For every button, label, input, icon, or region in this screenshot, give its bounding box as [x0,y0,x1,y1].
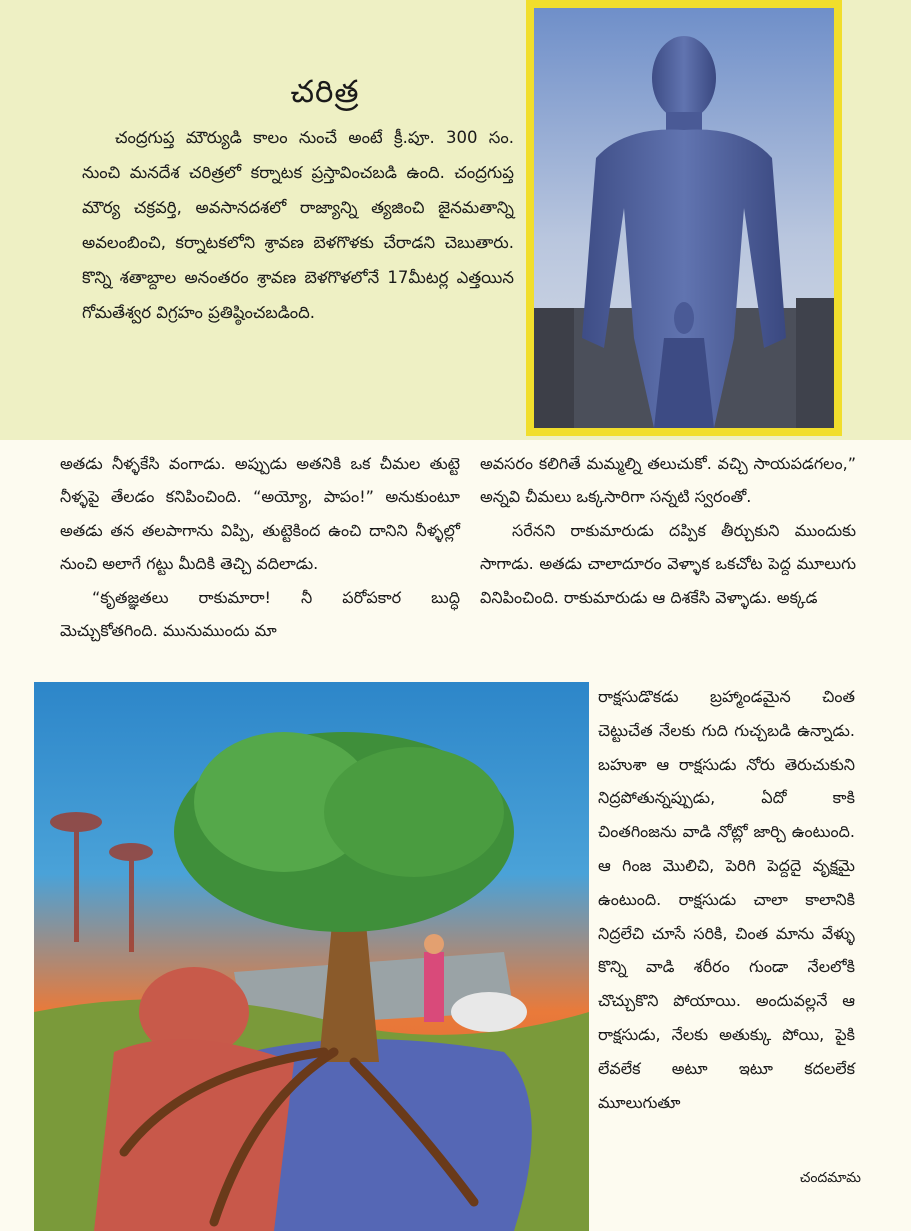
story-column-right-top [480,447,856,614]
story-column-left [60,447,460,647]
story-paragraph: రాక్షసుడొకడు బ్రహ్మాండమైన చింత చెట్టుచేత నేలకు గుది గుచ్చబడి ఉన్నాడు. బహుశా ఆ రాక్షసుడు నోరు తెరుచుకుని నిద్రపోతున్నప్పుడు, ఏదో కాకి చింతగింజను వాడి నోట్లో జార్చి ఉంటుంది. ఆ గింజ మొలిచి, పెరిగి పెద్దదై వృక్షమై ఉంటుంది. రాక్షసుడు చాలా కాలానికి నిద్రలేచి చూసే సరికి, చింత మాను వేళ్ళు కొన్ని వాడి శరీరం గుండా నేలలోకి చొచ్చుకొని పోయాయి. అందువల్లనే ఆ రాక్షసుడు, నేలకు అతుక్కు పోయి, పైకి లేవలేక అటూ ఇటూ కదలలేక మూలుగుతూ [598,687,855,1112]
statue-photo-frame [526,0,842,436]
gomateshwara-statue-image [534,8,834,428]
story-column-right-bottom [598,680,855,1119]
history-text [82,120,514,330]
history-title: చరిత్ర [290,74,360,110]
story-paragraph: “కృతజ్ఞతలు రాకుమారా! నీ పరోపకార బుద్ధి మెచ్చుకోతగింది. మునుముందు మా [60,587,460,641]
story-paragraph: అతడు నీళ్ళకేసి వంగాడు. అప్పుడు అతనికి ఒక చీమల తుట్టె నీళ్ళపై తేలడం కనిపించింది. “అయ్యో, పాపం!” అనుకుంటూ అతడు తన తలపాగాను విప్పి, తుట్టెకింద ఉంచి దానిని నీళ్ళల్లో నుంచి అలాగే గట్టు మీదికి తెచ్చి వదిలాడు. [60,454,460,574]
history-paragraph: చంద్రగుప్త మౌర్యుడి కాలం నుంచే అంటే క్రీ.పూ. 300 సం. నుంచి మనదేశ చరిత్రలో కర్నాటక ప్రస్తావించబడి ఉంది. చంద్రగుప్త మౌర్య చక్రవర్తి, అవసానదశలో రాజ్యాన్ని త్యజించి జైనమతాన్ని అవలంబించి, కర్నాటకలోని శ్రావణ బెళగొళకు చేరాడని చెబుతారు. కొన్ని శతాబ్దాల అనంతరం శ్రావణ బెళగొళలోనే 17మీటర్ల ఎత్తయిన గోమతేశ్వర విగ్రహం ప్రతిష్ఠించబడింది. [82,128,514,322]
story-paragraph: సరేనని రాకుమారుడు దప్పిక తీర్చుకుని ముందుకు సాగాడు. అతడు చాలాదూరం వెళ్ళాక ఒకచోట పెద్ద మూలుగు వినిపించింది. రాకుమారుడు ఆ దిశకేసి వెళ్ళాడు. అక్కడ [480,520,856,607]
story-paragraph: అవసరం కలిగితే మమ్మల్ని తలుచుకో. వచ్చి సాయపడగలం,” అన్నవి చీమలు ఒక్కసారిగా సన్నటి స్వరంతో. [480,454,856,507]
demon-tree-illustration [34,682,589,1231]
magazine-name: చందమామ [799,1170,861,1186]
